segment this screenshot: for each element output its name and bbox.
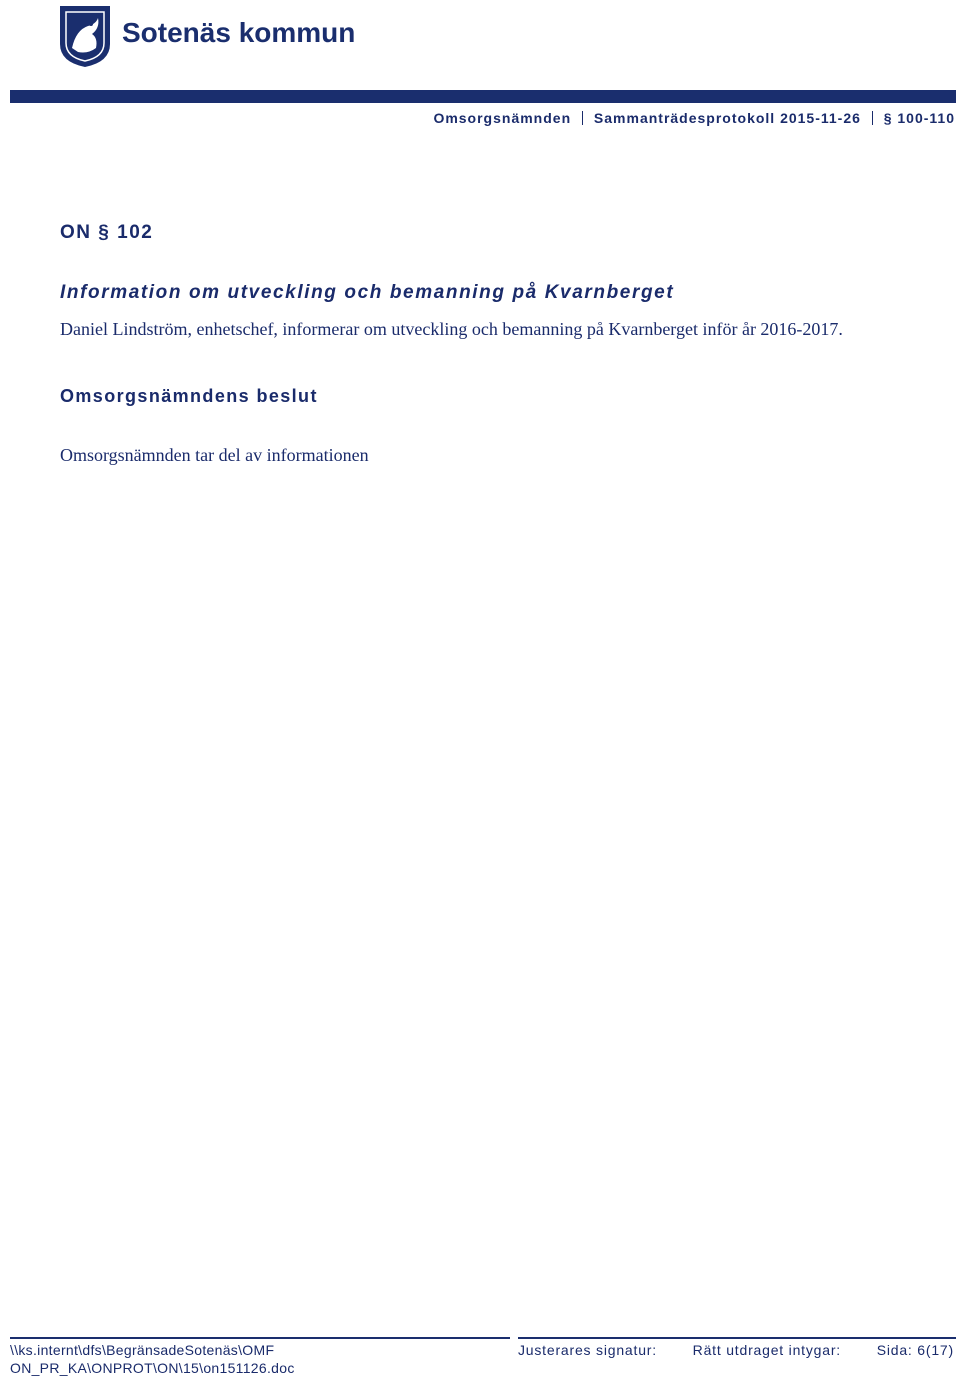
header-divider [872, 111, 873, 125]
decision-text: Omsorgsnämnden tar del av informationen [60, 445, 369, 465]
file-path-line: \\ks.internt\dfs\BegränsadeSotenäs\OMF [10, 1342, 275, 1358]
document-header [433, 110, 955, 126]
meeting-date: 2015-11-26 [780, 110, 861, 126]
committee-name: Omsorgsnämnden [433, 110, 572, 126]
item-title: Information om utveckling och bemanning på Kvarnberget [60, 282, 675, 303]
document-type: Sammanträdesprotokoll [593, 110, 776, 126]
footer-divider [518, 1337, 956, 1339]
logo-emblem-icon [58, 4, 378, 68]
file-path [10, 1341, 295, 1377]
item-body: Daniel Lindström, enhetschef, informerar om utveckling och bemanning på Kvarnberget inför år 2016-2017. [60, 319, 843, 339]
paragraph-range: § 100-110 [883, 110, 955, 126]
decision-heading: Omsorgsnämndens beslut [60, 386, 318, 406]
logo-text: Sotenäs kommun [122, 17, 356, 48]
header-divider [582, 111, 583, 125]
footer-signatures [518, 1341, 954, 1359]
certified-label: Rätt utdraget intygar: [692, 1342, 841, 1358]
signature-label: Justerares signatur: [518, 1342, 657, 1358]
page-number: Sida: 6(17) [876, 1342, 954, 1358]
file-path-line: ON_PR_KA\ONPROT\ON\15\on151126.doc [10, 1360, 295, 1376]
header-bar [10, 90, 956, 103]
section-number: ON § 102 [60, 222, 154, 243]
sotenas-logo [58, 4, 378, 68]
footer-divider [10, 1337, 510, 1339]
